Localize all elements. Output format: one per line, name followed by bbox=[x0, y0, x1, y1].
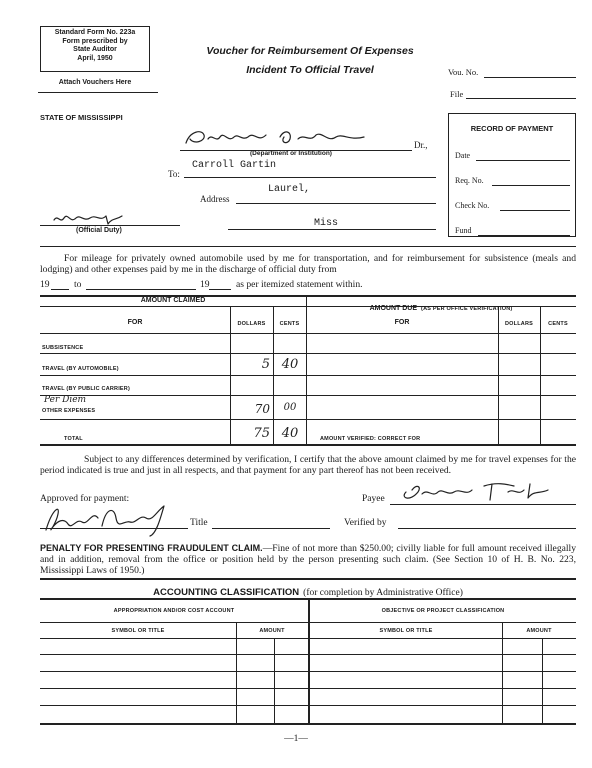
record-title: RECORD OF PAYMENT bbox=[470, 124, 554, 133]
period-19b: 19 bbox=[200, 279, 210, 290]
page-number: —1— bbox=[284, 734, 308, 744]
dept-caption: (Department or Institution) bbox=[250, 150, 332, 157]
acct-col-div-1 bbox=[236, 622, 237, 723]
amount-table-row-rule-3 bbox=[40, 395, 576, 396]
payee-signature bbox=[396, 478, 566, 504]
claimed-col-dollars: DOLLARS bbox=[237, 321, 266, 327]
state-label: STATE OF MISSISSIPPI bbox=[40, 113, 123, 122]
payee-line bbox=[390, 504, 576, 505]
approver-line bbox=[40, 528, 188, 529]
city: Laurel, bbox=[268, 184, 311, 195]
due-col-cents: CENTS bbox=[548, 321, 568, 327]
row-other-note: Per Diem bbox=[44, 395, 87, 405]
period-line-b bbox=[86, 289, 196, 290]
to-label: To: bbox=[168, 169, 180, 179]
dr-label: Dr., bbox=[414, 140, 428, 150]
accounting-top-rule bbox=[40, 578, 576, 580]
due-col-for: FOR bbox=[394, 319, 410, 326]
due-col-dollars: DOLLARS bbox=[505, 321, 533, 327]
acct-rule-bottom bbox=[40, 723, 576, 725]
acct-left-amount: AMOUNT bbox=[259, 628, 285, 634]
amount-verified-label: AMOUNT VERIFIED: CORRECT FOR bbox=[320, 436, 421, 442]
duty-caption: (Official Duty) bbox=[76, 227, 122, 234]
record-check: Check No. bbox=[455, 201, 490, 210]
acct-col-div-2b bbox=[542, 638, 543, 723]
row-travel-carrier-label: TRAVEL (BY PUBLIC CARRIER) bbox=[42, 386, 131, 392]
claimed-col-cents: CENTS bbox=[279, 321, 300, 327]
acct-col-div-2 bbox=[502, 622, 503, 723]
certify-text: Subject to any differences determined by verification, I certify that the above amount claimed by me for travel expenses for the period indicated is true and just in all respects, and that payment for any part thereof has not been received. bbox=[40, 454, 576, 476]
penalty-head: PENALTY FOR PRESENTING FRAUDULENT CLAIM. bbox=[40, 543, 263, 553]
amount-table-row-rule-2 bbox=[40, 375, 576, 376]
row-other-label: OTHER EXPENSES bbox=[42, 408, 96, 414]
form-line-1: Standard Form No. 223a bbox=[54, 29, 136, 36]
row-total-label: TOTAL bbox=[64, 436, 83, 442]
amount-due-label: AMOUNT DUE bbox=[369, 305, 418, 312]
address-line bbox=[236, 203, 436, 204]
penalty-text: —Fine of not more than $250.00; civilly liable for full amount received illegally and in addition, removal from the office or position held by the person presenting such claim. (See Section 10 of H. B. No. 223, Mississippi Laws of 1950.) bbox=[40, 543, 577, 576]
acct-right-symbol: SYMBOL OR TITLE bbox=[379, 628, 433, 634]
approver-signature-svg bbox=[42, 500, 192, 540]
amount-col-div-mid bbox=[306, 295, 307, 444]
payee-name: Carroll Gartin bbox=[192, 160, 277, 171]
dept-handwriting bbox=[180, 125, 385, 151]
file-label: File bbox=[450, 89, 464, 99]
period-19a: 19 bbox=[40, 279, 50, 290]
form-line-4: April, 1950 bbox=[77, 54, 113, 62]
title-line-1: Voucher for Reimbursement Of Expenses bbox=[206, 45, 414, 57]
file-line bbox=[466, 98, 576, 99]
row-total-dollars: 75 bbox=[253, 426, 270, 441]
acct-col-div-1b bbox=[274, 638, 275, 723]
record-fund-line bbox=[478, 235, 570, 236]
amount-table bbox=[40, 295, 576, 445]
amount-due-note: (AS PER OFFICE VERIFICATION) bbox=[421, 306, 513, 312]
amount-table-row-rule-4 bbox=[40, 419, 576, 420]
acct-col-div-mid bbox=[308, 598, 310, 723]
claimed-col-for: FOR bbox=[127, 319, 143, 326]
row-travel-auto-cents: 40 bbox=[281, 357, 299, 372]
to-line bbox=[184, 177, 436, 178]
verified-by-line bbox=[398, 528, 576, 529]
period-line-c bbox=[209, 289, 231, 290]
form-number-text bbox=[40, 29, 150, 63]
period-to: to bbox=[74, 279, 82, 290]
acct-right-amount: AMOUNT bbox=[526, 628, 552, 634]
payee-label: Payee bbox=[362, 494, 385, 504]
penalty-paragraph bbox=[40, 543, 576, 576]
row-other-dollars: 70 bbox=[254, 402, 270, 416]
approver-signature bbox=[42, 500, 192, 540]
form-line-3: State Auditor bbox=[73, 46, 117, 53]
record-req: Req. No. bbox=[455, 176, 484, 185]
vou-no-line bbox=[484, 77, 576, 78]
period-tail: as per itemized statement within. bbox=[236, 279, 363, 290]
row-travel-auto-dollars: 5 bbox=[261, 357, 270, 372]
mileage-text: For mileage for privately owned automobile used by me for transportation, and for reimbursement for subsistence (meals and lodging) and other expenses paid by me in the discharge of official duty from bbox=[40, 253, 576, 275]
period-line-a bbox=[51, 289, 69, 290]
amount-table-bottom bbox=[40, 444, 576, 446]
amount-table-colhead-rule bbox=[40, 333, 576, 334]
amount-due-header bbox=[306, 297, 576, 315]
attach-underline bbox=[38, 92, 158, 93]
row-total-cents: 40 bbox=[281, 426, 299, 441]
acct-left-head: APPROPRIATION AND/OR COST ACCOUNT bbox=[113, 608, 235, 614]
verified-by-label: Verified by bbox=[344, 518, 387, 528]
accounting-note: (for completion by Administrative Office) bbox=[303, 588, 463, 598]
record-date: Date bbox=[455, 151, 471, 160]
payee-signature-svg bbox=[396, 478, 566, 504]
accounting-title: ACCOUNTING CLASSIFICATION bbox=[153, 587, 300, 598]
vou-no-label: Vou. No. bbox=[448, 67, 479, 77]
accounting-table bbox=[40, 598, 576, 728]
approved-label: Approved for payment: bbox=[40, 494, 130, 504]
row-other-cents: 00 bbox=[283, 402, 297, 413]
dept-handwriting-svg bbox=[180, 125, 385, 151]
acct-right-head: OBJECTIVE OR PROJECT CLASSIFICATION bbox=[381, 608, 505, 614]
record-req-line bbox=[492, 185, 570, 186]
title-label: Title bbox=[190, 518, 208, 528]
state-abbr: Miss bbox=[314, 218, 339, 229]
title-line bbox=[212, 528, 330, 529]
address-label: Address bbox=[200, 194, 230, 204]
state-line bbox=[228, 229, 436, 230]
record-fund: Fund bbox=[455, 226, 472, 235]
mileage-top-rule bbox=[40, 246, 576, 247]
amount-table-row-rule-1 bbox=[40, 353, 576, 354]
acct-left-symbol: SYMBOL OR TITLE bbox=[111, 628, 165, 634]
row-travel-auto-label: TRAVEL (BY AUTOMOBILE) bbox=[42, 366, 119, 372]
record-date-line bbox=[476, 160, 570, 161]
record-check-line bbox=[500, 210, 570, 211]
attach-label: Attach Vouchers Here bbox=[58, 79, 132, 86]
title-line-2: Incident To Official Travel bbox=[246, 64, 374, 76]
duty-line bbox=[40, 225, 180, 226]
row-subsistence-label: SUBSISTENCE bbox=[42, 345, 84, 351]
form-line-2: Form prescribed by bbox=[62, 37, 128, 45]
amount-claimed-header: AMOUNT CLAIMED bbox=[140, 297, 206, 304]
